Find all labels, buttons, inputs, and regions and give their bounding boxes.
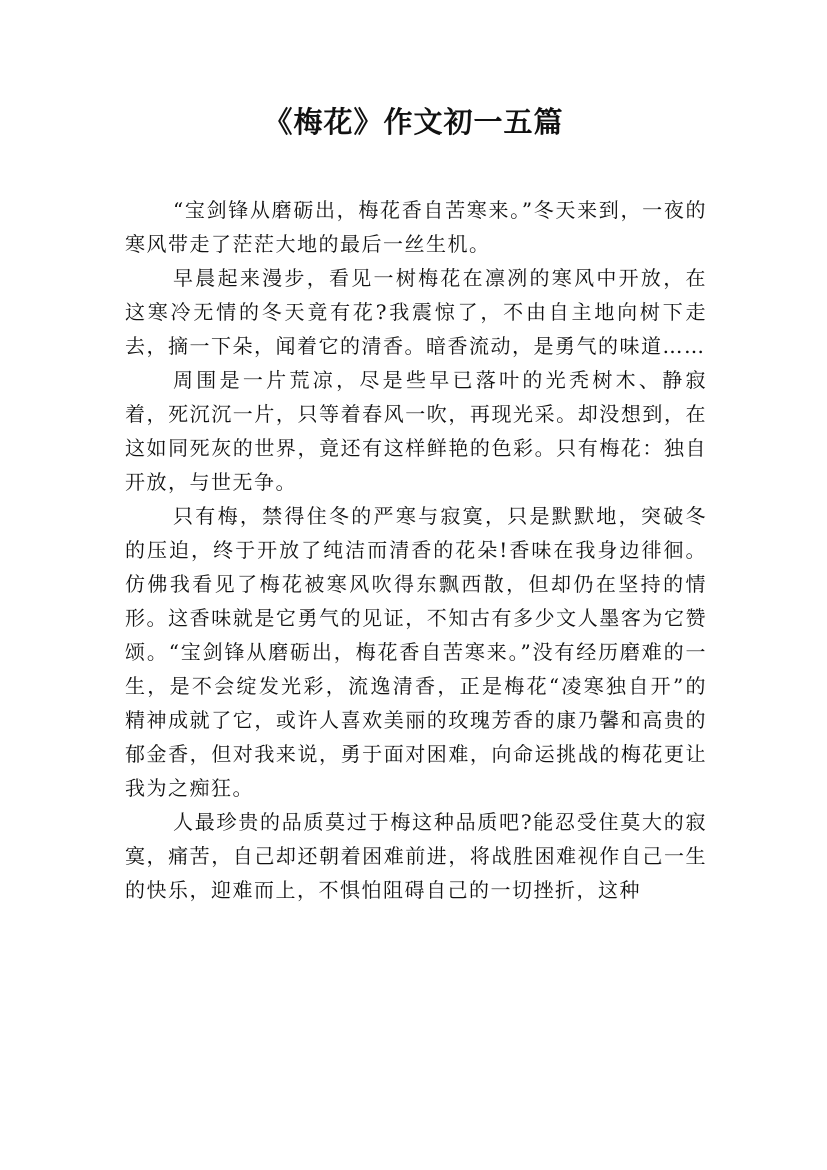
paragraph-4: 只有梅，禁得住冬的严寒与寂寞，只是默默地，突破冬的压迫，终于开放了纯洁而清香的花朵!香味在我身边徘徊。仿佛我看见了梅花被寒风吹得东飘西散，但却仍在坚持的情形。这香味就是它勇气的见证，不知古有多少文人墨客为它赞颂。“宝剑锋从磨砺出，梅花香自苦寒来。”没有经历磨难的一生，是不会绽发光彩，流逸清香，正是梅花“凌寒独自开”的精神成就了它，或许人喜欢美丽的玫瑰芳香的康乃馨和高贵的郁金香，但对我来说，勇于面对困难，向命运挑战的梅花更让我为之痴狂。 xyxy=(125,504,707,800)
document-body xyxy=(125,193,707,907)
paragraph-2: 早晨起来漫步，看见一树梅花在凛冽的寒风中开放，在这寒冷无情的冬天竟有花?我震惊了，不由自主地向树下走去，摘一下朵，闻着它的清香。暗香流动，是勇气的味道…… xyxy=(125,266,707,358)
document-title: 《梅花》作文初一五篇 xyxy=(263,105,564,139)
paragraph-3: 周围是一片荒凉，尽是些早已落叶的光秃树木、静寂着，死沉沉一片，只等着春风一吹，再现光采。却没想到，在这如同死灰的世界，竟还有这样鲜艳的色彩。只有梅花：独自开放，与世无争。 xyxy=(125,368,707,494)
paragraph-1: “宝剑锋从磨砺出，梅花香自苦寒来。”冬天来到，一夜的寒风带走了茫茫大地的最后一丝生机。 xyxy=(125,198,707,256)
paragraph-5: 人最珍贵的品质莫过于梅这种品质吧?能忍受住莫大的寂寞，痛苦，自己却还朝着困难前进，将战胜困难视作自己一生的快乐，迎难而上，不惧怕阻碍自己的一切挫折，这种 xyxy=(125,810,707,902)
